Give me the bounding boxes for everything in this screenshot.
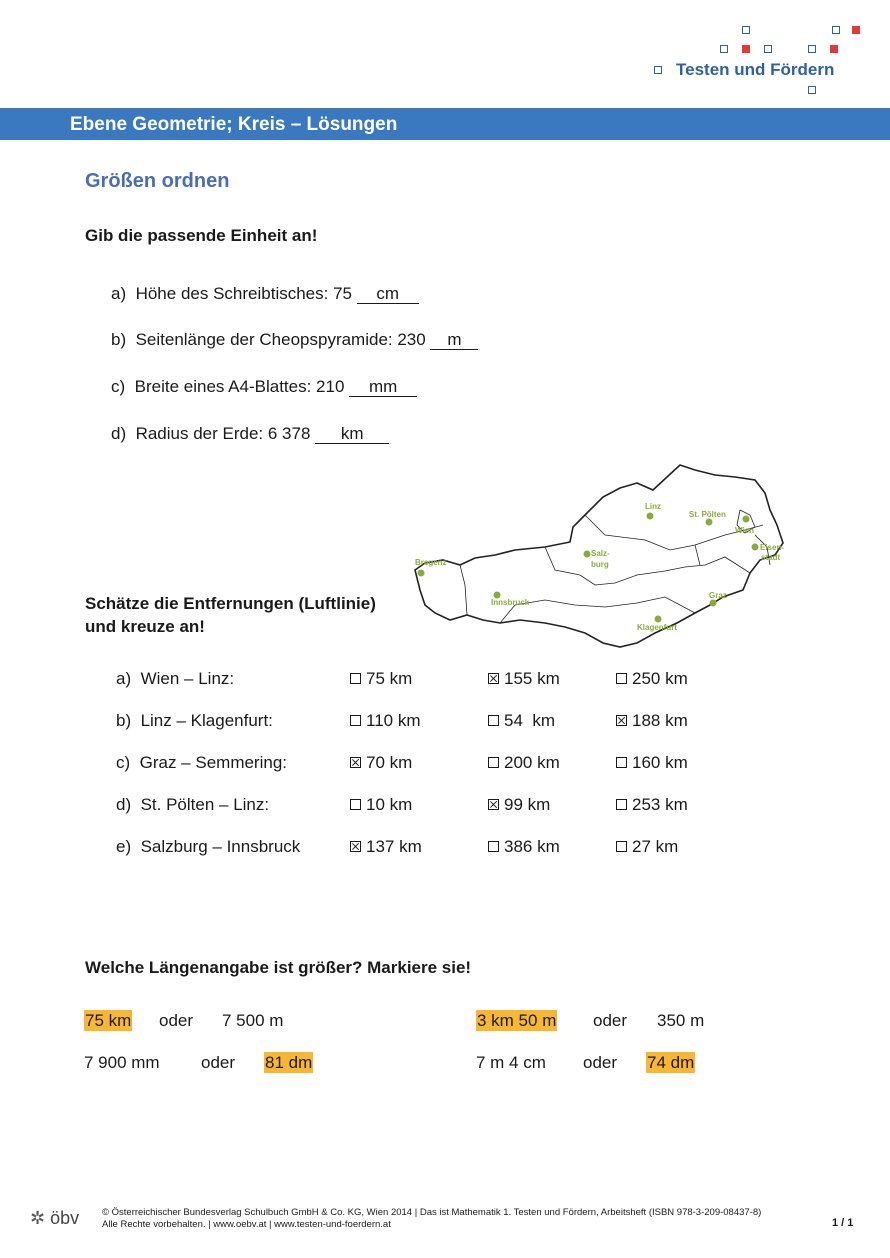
- option[interactable]: [350, 669, 412, 689]
- option-text: 160 km: [632, 753, 688, 772]
- austria-map: [405, 455, 790, 660]
- logo-square: [742, 26, 750, 34]
- option[interactable]: [350, 795, 412, 815]
- compare-value[interactable]: 7 900 mm: [84, 1053, 160, 1072]
- publisher-logo: [30, 1208, 79, 1229]
- checkbox[interactable]: [616, 673, 627, 684]
- row-label: a): [116, 669, 132, 688]
- option-text: 155 km: [504, 669, 560, 688]
- option-text: 110 km: [366, 711, 421, 730]
- highlighted-value: 3 km 50 m: [477, 1011, 557, 1030]
- city-label: Salz-: [591, 549, 610, 558]
- publisher-brand: öbv: [50, 1208, 80, 1228]
- city-label: Linz: [645, 502, 661, 511]
- checkbox[interactable]: [616, 757, 627, 768]
- option[interactable]: [488, 669, 560, 689]
- task2-heading-line: Schätze die Entfernungen (Luftlinie): [85, 594, 376, 613]
- option[interactable]: [350, 753, 412, 773]
- checkbox[interactable]: [350, 715, 361, 726]
- task1-item: [111, 377, 417, 397]
- checkbox-checked[interactable]: [616, 715, 627, 726]
- answer-blank: cm: [357, 285, 419, 304]
- compare-value[interactable]: 7 500 m: [222, 1011, 284, 1030]
- checkbox-checked[interactable]: [488, 799, 499, 810]
- item-text: Breite eines A4-Blattes: 210: [134, 377, 345, 396]
- city-label: Eisen-: [760, 543, 785, 552]
- checkbox[interactable]: [350, 799, 361, 810]
- compare-value[interactable]: [264, 1053, 313, 1073]
- footer-line: © Österreichischer Bundesverlag Schulbuch GmbH & Co. KG, Wien 2014 | Das ist Mathematik 1. Testen und Fördern, Arbeitsheft (ISBN 978-3-209-08437-8): [102, 1207, 762, 1218]
- checkbox[interactable]: [350, 673, 361, 684]
- task1-item: [111, 424, 389, 444]
- compare-value[interactable]: 350 m: [657, 1011, 705, 1030]
- option-text: 137 km: [366, 837, 422, 856]
- city-label: St. Pölten: [689, 510, 726, 519]
- logo-square: [742, 45, 750, 53]
- checkbox[interactable]: [616, 799, 627, 810]
- checkbox-checked[interactable]: [350, 841, 361, 852]
- option[interactable]: [488, 711, 555, 731]
- logo-square: [808, 86, 816, 94]
- option[interactable]: [488, 795, 550, 815]
- highlighted-value: 81 dm: [265, 1053, 313, 1072]
- option[interactable]: [350, 837, 422, 857]
- checkbox[interactable]: [488, 841, 499, 852]
- option-text: 188 km: [632, 711, 688, 730]
- option[interactable]: [488, 837, 560, 857]
- connector: oder: [201, 1053, 236, 1072]
- option-text: 54 km: [504, 711, 556, 730]
- task3-heading: Welche Längenangabe ist größer? Markiere sie!: [85, 958, 472, 977]
- row-pair: Linz – Klagenfurt:: [140, 711, 273, 730]
- highlighted-value: 75 km: [85, 1011, 132, 1030]
- city-label: burg: [591, 560, 609, 569]
- checkbox-checked[interactable]: [488, 673, 499, 684]
- checkbox[interactable]: [616, 841, 627, 852]
- page-number: 1 / 1: [832, 1217, 854, 1229]
- task1-item: [111, 330, 478, 350]
- city-label: stadt: [761, 553, 781, 562]
- item-label: c): [111, 377, 126, 396]
- city-label: Bregenz: [415, 558, 447, 567]
- row-label: e): [116, 837, 132, 856]
- row-pair: Graz – Semmering:: [139, 753, 288, 772]
- option-text: 70 km: [366, 753, 413, 772]
- row-label: b): [116, 711, 132, 730]
- connector: oder: [159, 1011, 194, 1030]
- city-dot: [706, 519, 713, 526]
- item-label: a): [111, 284, 127, 303]
- option[interactable]: [616, 837, 678, 857]
- option[interactable]: [488, 753, 560, 773]
- task1-item: [111, 284, 419, 304]
- checkbox[interactable]: [488, 757, 499, 768]
- row-label: d): [116, 795, 132, 814]
- option-text: 386 km: [504, 837, 560, 856]
- city-dot: [710, 600, 717, 607]
- city-dot: [418, 570, 425, 577]
- option-text: 99 km: [504, 795, 551, 814]
- logo-square: [720, 45, 728, 53]
- logo-square: [832, 26, 840, 34]
- city-label: Wien: [735, 526, 755, 535]
- task2-heading: [85, 592, 376, 638]
- option-text: 75 km: [366, 669, 413, 688]
- option[interactable]: [616, 669, 688, 689]
- option-text: 10 km: [366, 795, 413, 814]
- item-text: Radius der Erde: 6 378: [135, 424, 311, 443]
- answer-blank: m: [430, 331, 478, 350]
- estimate-row-label: [116, 753, 287, 773]
- logo-text: Testen und Fördern: [676, 60, 835, 79]
- checkbox-checked[interactable]: [350, 757, 361, 768]
- row-pair: Wien – Linz:: [140, 669, 235, 688]
- logo-square: [808, 45, 816, 53]
- option-text: 250 km: [632, 669, 688, 688]
- page-title: Ebene Geometrie; Kreis – Lösungen: [70, 114, 398, 135]
- item-text: Höhe des Schreibtisches: 75: [135, 284, 352, 303]
- option-text: 253 km: [632, 795, 688, 814]
- option[interactable]: [616, 753, 688, 773]
- row-pair: Salzburg – Innsbruck: [140, 837, 301, 856]
- row-pair: St. Pölten – Linz:: [140, 795, 270, 814]
- compare-value[interactable]: 7 m 4 cm: [476, 1053, 546, 1072]
- option[interactable]: [616, 711, 688, 731]
- logo-square: [830, 45, 838, 53]
- city-label: Innsbruck: [491, 598, 530, 607]
- city-dot: [743, 516, 750, 523]
- compare-value[interactable]: [84, 1011, 132, 1031]
- connector: oder: [593, 1011, 628, 1030]
- footer-text: [102, 1207, 761, 1231]
- asterisk-icon: ✲: [30, 1208, 46, 1228]
- row-label: c): [116, 753, 131, 772]
- estimate-row-label: [116, 711, 273, 731]
- checkbox[interactable]: [488, 715, 499, 726]
- section-heading: Größen ordnen: [85, 170, 230, 192]
- connector: oder: [583, 1053, 618, 1072]
- item-label: d): [111, 424, 127, 443]
- city-dot: [752, 544, 759, 551]
- option-text: 27 km: [632, 837, 679, 856]
- city-label: Graz: [709, 591, 727, 600]
- answer-blank: km: [315, 425, 389, 444]
- city-dot: [584, 551, 591, 558]
- task2-heading-line: und kreuze an!: [85, 617, 205, 636]
- estimate-row-label: [116, 795, 269, 815]
- compare-value[interactable]: [646, 1053, 695, 1073]
- highlighted-value: 74 dm: [647, 1053, 695, 1072]
- answer-blank: mm: [349, 378, 417, 397]
- title-bar: [0, 108, 890, 140]
- footer-line: Alle Rechte vorbehalten. | www.oebv.at | www.testen-und-foerdern.at: [102, 1219, 391, 1230]
- item-text: Seitenlänge der Cheopspyramide: 230: [135, 330, 426, 349]
- logo-square: [764, 45, 772, 53]
- item-label: b): [111, 330, 127, 349]
- city-dot: [647, 513, 654, 520]
- option[interactable]: [350, 711, 421, 731]
- logo-square: [852, 26, 860, 34]
- estimate-row-label: [116, 669, 234, 689]
- city-label: Klagenfurt: [637, 623, 677, 632]
- logo-square: [654, 66, 662, 74]
- task1-heading: Gib die passende Einheit an!: [85, 226, 318, 245]
- option-text: 200 km: [504, 753, 560, 772]
- estimate-row-label: [116, 837, 300, 857]
- compare-value[interactable]: [476, 1011, 557, 1031]
- option[interactable]: [616, 795, 688, 815]
- city-dot: [655, 616, 662, 623]
